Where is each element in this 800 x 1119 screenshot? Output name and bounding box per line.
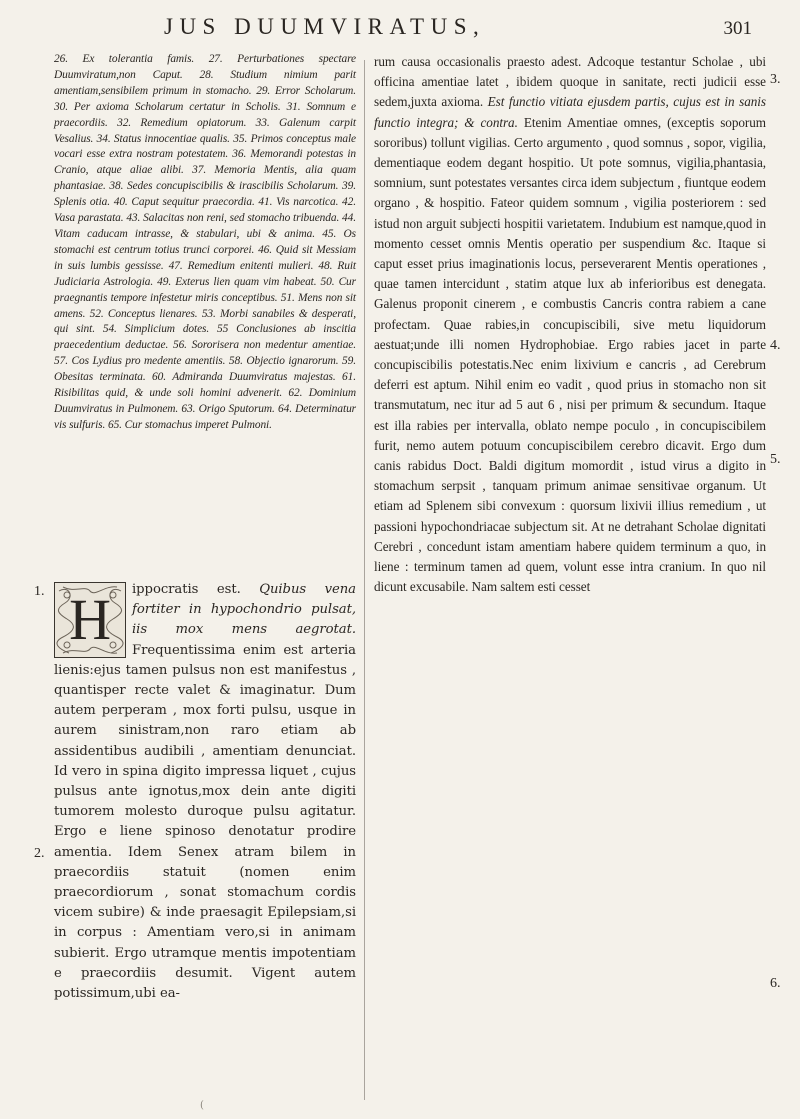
- running-title: JUS DUUMVIRATUS,: [164, 14, 486, 39]
- paragraph-1-body: Frequentissima enim est arteria lienis:ejus tamen pulsus non est manifestus , quantisper recte valet & imaginatur. Dum autem perperam , mox forti pulsu, usque in aurem sinistram,non raro etiam ab assidentibus audibili , amentiam denunciat. Id vero in spina digito impressa liquet , cujus pulsus ante ignotus,mox dein ante digiti tumorem molesto duroque pulsu agitatur. Ergo e liene spinoso denotatur prodire amentia. Idem Senex atram bilem in praecordiis statuit (nomen enim praecordiorum , sonat stomachum cordis vicem subire) & inde praesagit Epilepsiam,si in corpus : Amentiam vero,si in animam subierit. Ergo utramque mentis impotentiam e praecordiis desumit. Vigent autem potissimum,ubi ea-: [54, 642, 356, 1002]
- column-divider: [364, 60, 365, 1100]
- left-body-text: [54, 580, 356, 1004]
- margin-number-6: 6.: [770, 976, 781, 991]
- right-body-column: [374, 52, 766, 597]
- right-text-a: rum causa occasionalis praesto adest. Adcoque testantur Scholae , ubi officina amentiae latet , ibidem quoque in sanitate, recti judicii esse sedem,juxta axioma.: [374, 54, 766, 110]
- chapter-summary-list: 26. Ex tolerantia famis. 27. Perturbationes spectare Duumviratum,non Caput. 28. Studium nimium parit amentiam,sensibilem primum in stomacho. 29. Error Scholarum. 30. Per axioma Scholarum certatur in Scholis. 31. Somnum e praecordiis. 32. Remedium opiatorum. 33. Galenum carpit Vesalius. 34. Status innocentiae qualis. 35. Primos conceptus male vocari esse extra nostram potestatem. 36. Memorandi potestas in Cranio, atque aliae alibi. 37. Memoria Mentis, alia quam phantasiae. 38. Sedes concupiscibilis & irascibilis Scholarum. 39. Splenis otia. 40. Caput sequitur praecordia. 41. Vis narcotica. 42. Vasa parastata. 43. Salacitas non reni, sed stomacho tribuenda. 44. Vitam caducam intrasse, & stabulari, ubi & anima. 45. Os stomachi est centrum totius trunci corporei. 46. Quid sit Messiam in suis lumbis gessisse. 47. Remedium enitenti mulieri. 48. Ruit Judiciaria Astrologia. 49. Exterus lien quam vim habeat. 50. Cur praegnantis tempore infestetur miris conceptibus. 51. Mens non sit amens. 52. Conceptus lienares. 53. Morbi sanabiles & desperati, qui sint. 54. Simplicium dotes. 55 Conclusiones ab inscitia praecedentium deductae. 56. Sororisera non medentur amentiae. 57. Cos Lydius pro medente amentiis. 58. Objectio ignarorum. 59. Obesitas terminata. 60. Admiranda Duumviratus majestas. 61. Risibilitas quid, & unde soli homini advenerit. 62. Dominium Duumviratus in Pulmonem. 63. Origo Sputorum. 64. Determinatur vis sulfuris. 65. Cur stomachus imperet Pulmoni.: [54, 53, 356, 431]
- ornamental-initial: [54, 582, 126, 658]
- margin-number-5: 5.: [770, 452, 781, 467]
- paragraph-1: [54, 580, 356, 1004]
- paragraph-1-opening: ippocratis est.: [132, 582, 241, 597]
- left-index-column: [54, 52, 356, 434]
- right-body-text: [374, 52, 766, 597]
- footer-mark: (: [200, 1100, 204, 1111]
- right-text-b: Etenim Amentiae omnes, (exceptis soporum sororibus) tollunt vigilias. Certo argumento , quod somnus , sopor, vigilia, dementiaque eodem degant hospitio. Ut pote somnus, vigilia,phantasia, somnium, sunt potestates versantes circa idem subjectum , fiuntque eodem organo , & hospitio. Fateor quidem somnum , vigilia posteriorem : sed istud non arguit subjecti hospitii varietatem. Indubium est namque,quod in momento cesset omnis Mentis operatio per suspendium &c. Itaque si caput esset prius imaginationis locus, perseverarent Mentis operationes , quae tamen intercidunt , statim atque lux ab inferioribus est denegata. Galenus proponit cinerem , e combustis Cancris contra rabiem a cane profectam. Quae rabies,in concupiscibili, sive metu liquidorum aestuat;unde illi nomen Hydrophobiae. Ergo rabies jacet in parte concupiscibilis potestatis.Nec enim lixivium e cancris , ad Cerebrum deferri est aptum. Nihil enim eo vadit , quod prius in stomacho non sit transmutatum, nec itur ad 5 aut 6 , nisi per primum & secundum. Itaque est illa rabies per intervalla, oblato nempe poculo , in concupiscibilem furit, nemo autem potuum concupiscibilem cerebro dicavit. Ergo dum canis rabidus Doct. Baldi digitum momordit , istud virus a digito in stomachum serpsit , tanquam primum animae sensitivae organum. Ut etiam ad Splenem sibi convexum : quorsum lixivii illius remedium , ut passioni hypochondriacae subjectum sit. At ne detrahant Scholae dignitati Cerebri , concedunt istam amentiam habere quidem terminum a quo, in liene : terminum tamen ad quem, volunt esse intra cranium. In quo nil dicunt excusabile. Nam saltem esti cesset: [374, 114, 766, 595]
- page-header: [60, 12, 760, 46]
- margin-number-3: 3.: [770, 72, 781, 87]
- margin-number-4: 4.: [770, 338, 781, 353]
- page-number: 301: [723, 18, 752, 39]
- drop-cap-letter: H: [69, 587, 111, 652]
- hippocrates-quote: Quibus vena fortiter in hypochondrio pulsat, iis mox mens aegrotat.: [132, 582, 356, 638]
- axiom-quote: Est functio vitiata ejusdem partis, cujus est in sanis functio integra; & contra.: [374, 94, 766, 130]
- margin-number-2: 2.: [34, 846, 45, 861]
- margin-number-1: 1.: [34, 584, 45, 599]
